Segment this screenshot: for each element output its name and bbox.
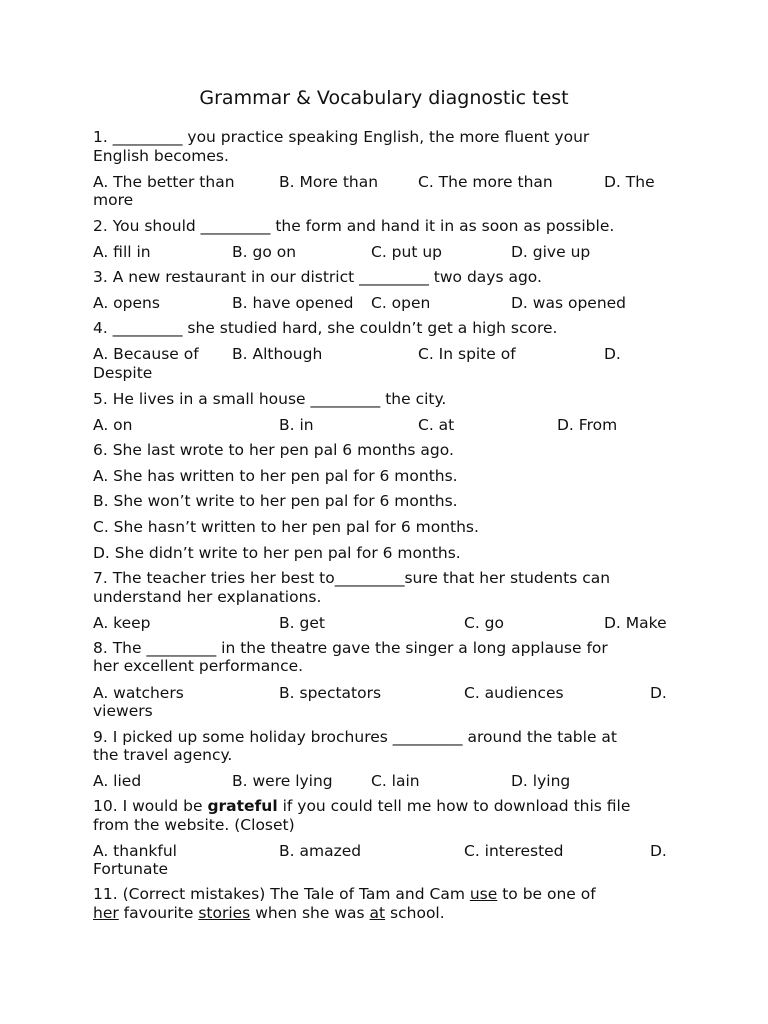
question-4-option-d-continued: Despite [93,364,153,382]
question-6-line-1: 6. She last wrote to her pen pal 6 months ago. [93,441,454,459]
question-9-option-c: C. lain [371,772,420,790]
question-4-option-d: D. [604,345,621,363]
question-1-option-b: B. More than [279,173,379,191]
question-7-line-2: understand her explanations. [93,588,322,606]
question-11-text-e: school. [385,904,445,922]
question-10-keyword: grateful [207,797,278,815]
question-11-text-c: favourite [118,904,199,922]
question-11-line-1 [93,885,693,904]
question-9-option-d: D. lying [511,772,571,790]
question-3-option-a: A. opens [93,294,160,312]
question-8-option-d: D. [650,684,667,702]
question-8-line-2: her excellent performance. [93,657,304,675]
question-4-option-c: C. In spite of [418,345,516,363]
question-9-line-1: 9. I picked up some holiday brochures _________ around the table at [93,728,617,746]
question-6-option-a: A. She has written to her pen pal for 6 months. [93,467,458,485]
question-3-option-d: D. was opened [511,294,627,312]
question-9-option-b: B. were lying [232,772,333,790]
question-10-option-d-continued: Fortunate [93,860,169,878]
question-7-option-a: A. keep [93,614,151,632]
question-11-underlined-her: her [93,904,119,922]
question-11-text-d: when she was [250,904,370,922]
question-5-option-b: B. in [279,416,314,434]
question-3-option-b: B. have opened [232,294,354,312]
question-3-option-c: C. open [371,294,431,312]
question-11-underlined-at: at [369,904,386,922]
question-2-option-b: B. go on [232,243,297,261]
question-10-line-2: from the website. (Closet) [93,816,295,834]
question-8-option-a: A. watchers [93,684,184,702]
question-11-underlined-use: use [469,885,498,903]
question-6-option-c: C. She hasn’t written to her pen pal for 6 months. [93,518,479,536]
question-10-suffix: if you could tell me how to download this file [277,797,631,815]
question-1-option-d-continued: more [93,191,134,209]
question-10-option-b: B. amazed [279,842,362,860]
question-2-option-c: C. put up [371,243,443,261]
question-11-text-b: to be one of [497,885,596,903]
question-11-text-a: 11. (Correct mistakes) The Tale of Tam and Cam [93,885,470,903]
question-1-option-c: C. The more than [418,173,553,191]
question-10-option-c: C. interested [464,842,564,860]
question-8-option-c: C. audiences [464,684,564,702]
question-7-line-1: 7. The teacher tries her best to_________sure that her students can [93,569,611,587]
question-8-option-d-continued: viewers [93,702,153,720]
question-8-line-1: 8. The _________ in the theatre gave the singer a long applause for [93,639,608,657]
question-10-option-d: D. [650,842,667,860]
question-5-option-a: A. on [93,416,133,434]
question-5-line-1: 5. He lives in a small house _________ the city. [93,390,447,408]
question-7-option-d: D. Make [604,614,667,632]
question-3-line-1: 3. A new restaurant in our district _________ two days ago. [93,268,542,286]
question-5-option-c: C. at [418,416,455,434]
question-7-option-c: C. go [464,614,504,632]
question-6-option-b: B. She won’t write to her pen pal for 6 months. [93,492,458,510]
page-title: Grammar & Vocabulary diagnostic test [199,87,569,109]
question-4-line-1: 4. _________ she studied hard, she couldn’t get a high score. [93,319,558,337]
question-1-line-2: English becomes. [93,147,229,165]
question-11-underlined-stories: stories [198,904,251,922]
question-2-option-a: A. fill in [93,243,151,261]
question-1-option-d: D. The [604,173,655,191]
question-7-option-b: B. get [279,614,325,632]
question-10-option-a: A. thankful [93,842,177,860]
question-1-line-1: 1. _________ you practice speaking English, the more fluent your [93,128,590,146]
question-2-line-1: 2. You should _________ the form and hand it in as soon as possible. [93,217,615,235]
question-6-option-d: D. She didn’t write to her pen pal for 6 months. [93,544,461,562]
question-8-option-b: B. spectators [279,684,382,702]
question-1-option-a: A. The better than [93,173,235,191]
question-4-option-b: B. Although [232,345,323,363]
question-5-option-d: D. From [557,416,618,434]
question-4-option-a: A. Because of [93,345,199,363]
question-10-line-1 [93,797,693,816]
question-2-option-d: D. give up [511,243,591,261]
question-9-option-a: A. lied [93,772,142,790]
question-11-line-2 [93,904,693,923]
question-10-prefix: 10. I would be [93,797,208,815]
question-9-line-2: the travel agency. [93,746,233,764]
